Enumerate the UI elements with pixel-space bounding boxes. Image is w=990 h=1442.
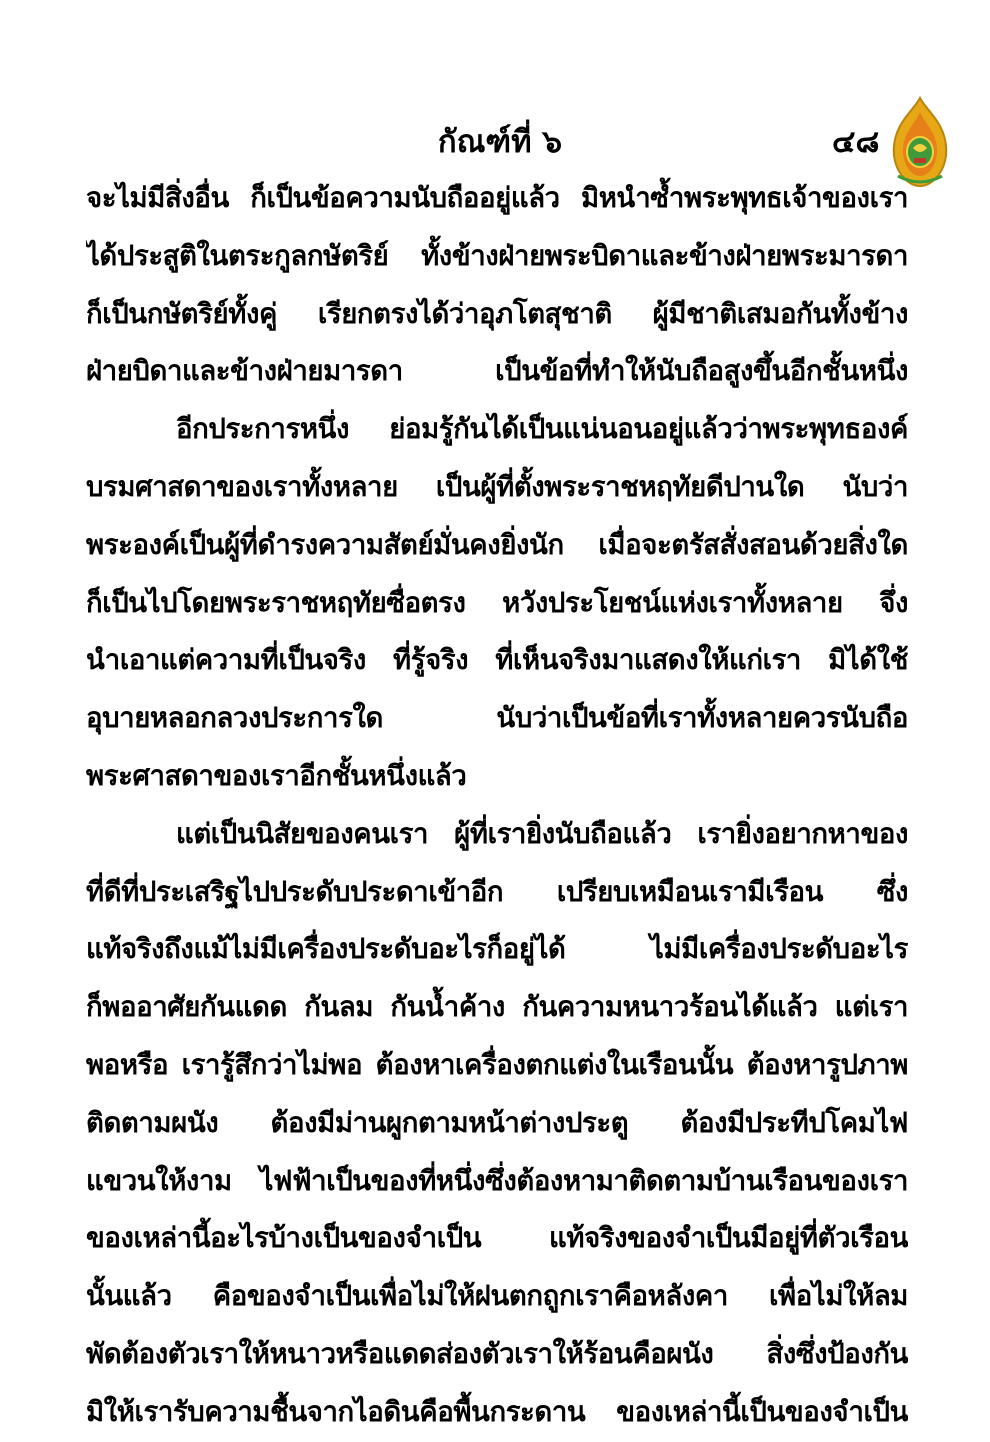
text-line: มิให้เรารับความชื้นจากไอดินคือพื้นกระดาน ของเหล่านี้เป็นของจำเป็น (86, 1395, 908, 1428)
text-line: พัดต้องตัวเราให้หนาวหรือแดดส่องตัวเราให้ร้อนคือผนัง สิ่งซึ่งป้องกัน (86, 1337, 908, 1370)
text-line: ของเหล่านี้อะไรบ้างเป็นของจำเป็น แท้จริงของจำเป็นมีอยู่ที่ตัวเรือน (86, 1222, 908, 1255)
text-line: พระศาสดาของเราอีกชั้นหนึ่งแล้ว (86, 759, 467, 792)
text-line: นั้นแล้ว คือของจำเป็นเพื่อไม่ให้ฝนตกถูกเราคือหลังคา เพื่อไม่ให้ลม (86, 1280, 908, 1313)
text-line: นำเอาแต่ความที่เป็นจริง ที่รู้จริง ที่เห็นจริงมาแสดงให้แก่เรา มิได้ใช้ (86, 644, 908, 677)
chapter-title: กัณฑ์ที่ ๖ (437, 124, 563, 160)
text-line: ก็เป็นไปโดยพระราชหฤทัยซื่อตรง หวังประโยชน์แห่งเราทั้งหลาย จึ่ง (86, 586, 908, 619)
text-line: อีกประการหนึ่ง ย่อมรู้กันได้เป็นแน่นอนอยู่แล้วว่าพระพุทธองค์ (176, 413, 908, 446)
text-line: แขวนให้งาม ไฟฟ้าเป็นของที่หนึ่งซึ่งต้องหามาติดตามบ้านเรือนของเรา (86, 1164, 908, 1197)
text-line: อุบายหลอกลวงประการใด นับว่าเป็นข้อที่เราทั้งหลายควรนับถือ (86, 702, 908, 735)
text-line: ที่ดีที่ประเสริฐไปประดับประดาเข้าอีก เปรียบเหมือนเรามีเรือน ซึ่ง (86, 875, 908, 908)
text-line: ติดตามผนัง ต้องมีม่านผูกตามหน้าต่างประตู ต้องมีประทีปโคมไฟ (86, 1106, 908, 1139)
page-number: ๔๘ (832, 124, 880, 160)
text-line: จะไม่มีสิ่งอื่น ก็เป็นข้อความนับถืออยู่แล้ว มิหนำซ้ำพระพุทธเจ้าของเรา (86, 182, 908, 214)
body-text (86, 170, 908, 1442)
text-line: แต่เป็นนิสัยของคนเรา ผู้ที่เรายิ่งนับถือแล้ว เรายิ่งอยากหาของ (176, 817, 908, 850)
text-line: บรมศาสดาของเราทั้งหลาย เป็นผู้ที่ตั้งพระราชหฤทัยดีปานใด นับว่า (86, 470, 908, 503)
text-line: ก็พออาศัยกันแดด กันลม กันน้ำค้าง กันความหนาวร้อนได้แล้ว แต่เรา (86, 991, 908, 1024)
text-line: ฝ่ายบิดาและข้างฝ่ายมารดา เป็นข้อที่ทำให้นับถือสูงขึ้นอีกชั้นหนึ่ง (86, 355, 908, 388)
text-line: ก็เป็นกษัตริย์ทั้งคู่ เรียกตรงได้ว่าอุภโตสุชาติ ผู้มีชาติเสมอกันทั้งข้าง (86, 297, 908, 330)
text-line: พอหรือ เรารู้สึกว่าไม่พอ ต้องหาเครื่องตกแต่งในเรือนนั้น ต้องหารูปภาพ (86, 1048, 908, 1081)
text-line: ได้ประสูติในตระกูลกษัตริย์ ทั้งข้างฝ่ายพระบิดาและข้างฝ่ายพระมารดา (86, 239, 908, 272)
text-line: พระองค์เป็นผู้ที่ดำรงความสัตย์มั่นคงยิ่งนัก เมื่อจะตรัสสั่งสอนด้วยสิ่งใด (86, 528, 908, 561)
text-line: แท้จริงถึงแม้ไม่มีเครื่องประดับอะไรก็อยู่ได้ ไม่มีเครื่องประดับอะไร (86, 933, 908, 966)
